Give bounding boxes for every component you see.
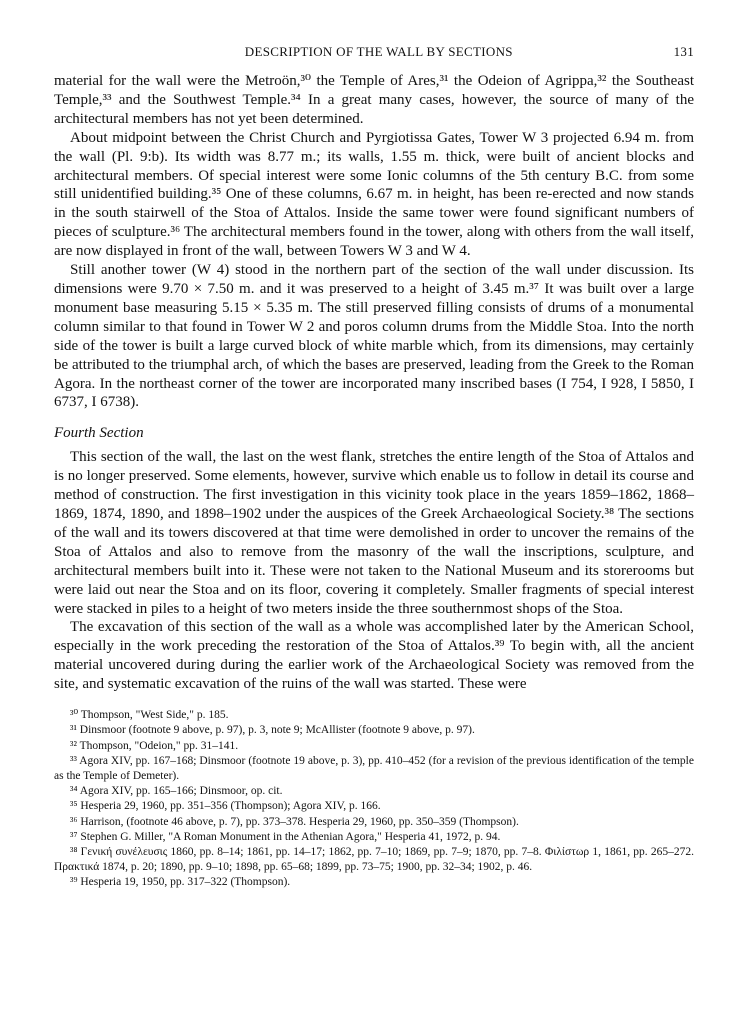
page-number: 131 [673,44,694,59]
paragraph-5: The excavation of this section of the wall as a whole was accomplished later by the American School, especially in the work preceding the restoration of the Stoa of Attalos.³⁹ To begin with, all the ancient material uncovered during during the earlier work of the Archaeological Society was removed from the site, and systematic excavation of the ruins of the wall was started. These were [54,619,694,693]
footnote-38: ³⁸ Γενική συνέλευσις 1860, pp. 8–14; 1861, pp. 14–17; 1862, pp. 7–10; 1869, pp. 7–9; 1870, pp. 7–8. Φιλίστωρ 1, 1861, pp. 265–272. Πρακτικά 1874, p. 20; 1890, pp. 9–10; 1898, pp. 65–68; 1899, pp. 73–75; 1900, pp. 32–34; 1902, p. 46. [54,845,694,874]
footnote-30: ³⁰ Thompson, "West Side," p. 185. [70,709,229,722]
footnote-36: ³⁶ Harrison, (footnote 46 above, p. 7), pp. 373–378. Hesperia 29, 1960, pp. 350–359 (Thompson). [70,815,519,828]
body-text [54,72,694,694]
footnote-39: ³⁹ Hesperia 19, 1950, pp. 317–322 (Thompson). [70,876,291,889]
footnotes [54,708,694,890]
running-head [54,44,694,60]
footnote-34: ³⁴ Agora XIV, pp. 165–166; Dinsmoor, op. cit. [70,785,283,798]
footnote-33: ³³ Agora XIV, pp. 167–168; Dinsmoor (footnote 19 above, p. 3), pp. 410–452 (for a revision of the previous identification of the temple as the Temple of Demeter). [54,754,694,782]
paragraph-1: material for the wall were the Metroön,³⁰ the Temple of Ares,³¹ the Odeion of Agrippa,³² the Southeast Temple,³³ and the Southwest Temple.³⁴ In a great many cases, however, the source of many of the architectural members has not yet been determined. [54,73,694,127]
footnote-35: ³⁵ Hesperia 29, 1960, pp. 351–356 (Thompson); Agora XIV, p. 166. [70,800,381,813]
footnote-32: ³² Thompson, "Odeion," pp. 31–141. [70,739,239,752]
paragraph-4: This section of the wall, the last on the west flank, stretches the entire length of the Stoa of Attalos and is no longer preserved. Some elements, however, survive which enable us to follow in detail its course and method of construction. The first investigation in this vicinity took place in the years 1859–1862, 1868–1869, 1874, 1890, and 1898–1902 under the auspices of the Greek Archaeological Society.³⁸ The sections of the wall and its towers discovered at that time were demolished in order to uncover the remains of the Stoa of Attalos and also to remove from the masonry of the wall the inscriptions, sculpture, and architectural members built into it. These were not taken to the National Museum and its storerooms but were laid out near the Stoa and on its floor, covering it completely. Smaller fragments of special interest were stacked in piles to a height of two meters inside the three southernmost shops of the Stoa. [54,449,694,617]
section-heading: Fourth Section [54,425,144,442]
running-head-title: DESCRIPTION OF THE WALL BY SECTIONS [244,44,513,59]
paragraph-2: About midpoint between the Christ Church and Pyrgiotissa Gates, Tower W 3 projected 6.94 m. from the wall (Pl. 9:b). Its width was 8.77 m.; its walls, 1.55 m. thick, were built of ancient blocks and architectural members. Of special interest were some Ionic columns of the 5th century B.C. from some still unidentified building.³⁵ One of these columns, 6.67 m. in height, has been re-erected and now stands in the south stairwell of the Stoa of Attalos. Inside the same tower were found significant numbers of pieces of sculpture.³⁶ The architectural members found in the tower, along with others from the wall itself, are now displayed in front of the wall, between Towers W 3 and W 4. [54,129,694,260]
footnote-31: ³¹ Dinsmoor (footnote 9 above, p. 97), p. 3, note 9; McAllister (footnote 9 above, p. 97). [70,724,475,737]
paragraph-3: Still another tower (W 4) stood in the northern part of the section of the wall under discussion. Its dimensions were 9.70 × 7.50 m. and it was preserved to a height of 3.45 m.³⁷ It was built over a large monument base measuring 5.15 × 5.35 m. The still preserved filling consists of drums of a monumental column similar to that found in Tower W 2 and poros column drums from the Middle Stoa. Into the north side of the tower is built a large curved block of white marble which, from its dimensions, may certainly be attributed to the triumphal arch, of which the bases are preserved, leading from the Greek to the Roman Agora. In the northeast corner of the tower are incorporated many inscribed bases (I 754, I 928, I 5850, I 6737, I 6738). [54,262,694,411]
footnote-37: ³⁷ Stephen G. Miller, "A Roman Monument in the Athenian Agora," Hesperia 41, 1972, p. 94. [70,830,501,843]
document-page [54,44,694,891]
